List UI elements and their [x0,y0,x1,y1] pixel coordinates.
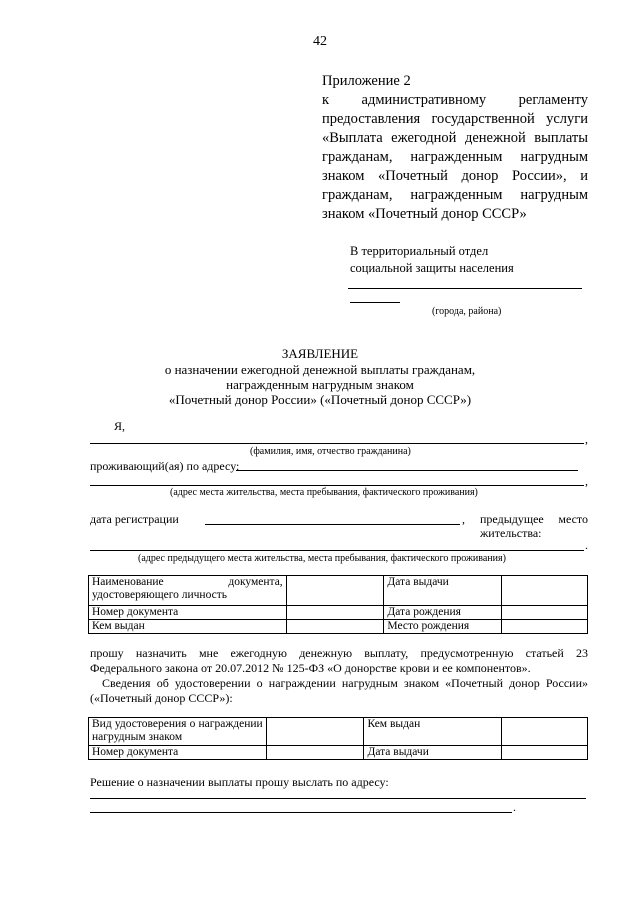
prev-address-field-line[interactable] [90,550,584,551]
cert-type-value[interactable] [266,718,364,746]
issued-by-label: Кем выдан [89,620,287,634]
issue-date-value[interactable] [502,576,588,606]
cert-issue-date-label: Дата выдачи [364,746,502,760]
statement-title: ЗАЯВЛЕНИЕ [281,346,359,361]
doc-number-value[interactable] [286,606,384,620]
addressee-line-2: социальной защиты населения [350,261,514,275]
birth-date-value[interactable] [502,606,588,620]
doc-name-label: Наименование документа, удостоверяющего личность [89,576,287,606]
cert-issued-by-value[interactable] [502,718,588,746]
appendix-line-1: к административному регламенту [322,92,588,108]
doc-number-label: Номер документа [89,606,287,620]
certificate-info-paragraph: Сведения об удостоверении о награждении нагрудным знаком «Почетный донор России» («Почетный донор СССР»): [90,676,588,705]
appendix-line-6: гражданам, награжденным нагрудным [322,187,588,203]
decision-period: . [513,800,516,814]
issue-date-label: Дата выдачи [384,576,502,606]
cert-issue-date-value[interactable] [502,746,588,760]
prev-address-period: . [585,538,588,552]
residing-field-line[interactable] [236,470,578,471]
appendix-line-7: знаком «Почетный донор СССР» [322,206,527,222]
address-field-line[interactable] [90,485,584,486]
decision-address-line-2[interactable] [90,812,512,813]
fio-field-line[interactable] [90,443,584,444]
certificate-table [88,717,588,760]
statement-subtitle-3: «Почетный донор России» («Почетный донор СССР») [168,392,472,407]
decision-label: Решение о назначении выплаты прошу выслать по адресу: [90,775,389,789]
appendix-title: Приложение 2 [322,73,411,89]
birth-place-label: Место рождения [384,620,502,634]
cert-number-value[interactable] [266,746,364,760]
reg-date-field-line[interactable] [205,524,460,525]
decision-address-line-1[interactable] [90,798,586,799]
statement-subtitle-1: о назначении ежегодной денежной выплаты гражданам, [164,362,476,377]
appendix-line-3: «Выплата ежегодной денежной выплаты [322,130,588,146]
addressee-line-1: В территориальный отдел [350,244,489,258]
birth-date-label: Дата рождения [384,606,502,620]
appendix-line-5: знаком «Почетный донор России», и [322,168,588,184]
cert-type-label: Вид удостоверения о награждении нагрудным знаком [89,718,267,746]
page-number: 42 [313,34,327,49]
appendix-line-2: предоставления государственной услуги [322,111,588,127]
cert-number-label: Номер документа [89,746,267,760]
cert-issued-by-label: Кем выдан [364,718,502,746]
request-paragraph: прошу назначить мне ежегодную денежную выплату, предусмотренную статьей 23 Федерального закона от 20.07.2012 № 125-ФЗ «О донорстве крови и ее компонентов». [90,646,588,675]
doc-name-value[interactable] [286,576,384,606]
issued-by-value[interactable] [286,620,384,634]
address-caption: (адрес места жительства, места пребывания, фактического проживания) [170,487,478,498]
address-comma: , [585,474,588,488]
addressee-fill-line-short[interactable] [350,302,400,303]
residing-label: проживающий(ая) по адресу: [90,459,240,473]
addressee-fill-line[interactable] [348,288,582,289]
prev-address-caption: (адрес предыдущего места жительства, места пребывания, фактического проживания) [138,553,506,564]
fio-caption: (фамилия, имя, отчество гражданина) [250,446,411,457]
prev-residence-label: предыдущее место жительства: [480,512,588,540]
reg-date-label: дата регистрации [90,512,179,526]
ya-label: Я, [114,419,126,433]
identity-document-table [88,575,588,634]
reg-comma: , [462,512,465,526]
birth-place-value[interactable] [502,620,588,634]
addressee-caption: (города, района) [432,306,502,317]
fio-comma: , [585,432,588,446]
statement-subtitle-2: награжденным нагрудным знаком [226,377,414,392]
appendix-line-4: гражданам, награжденным нагрудным [322,149,588,165]
